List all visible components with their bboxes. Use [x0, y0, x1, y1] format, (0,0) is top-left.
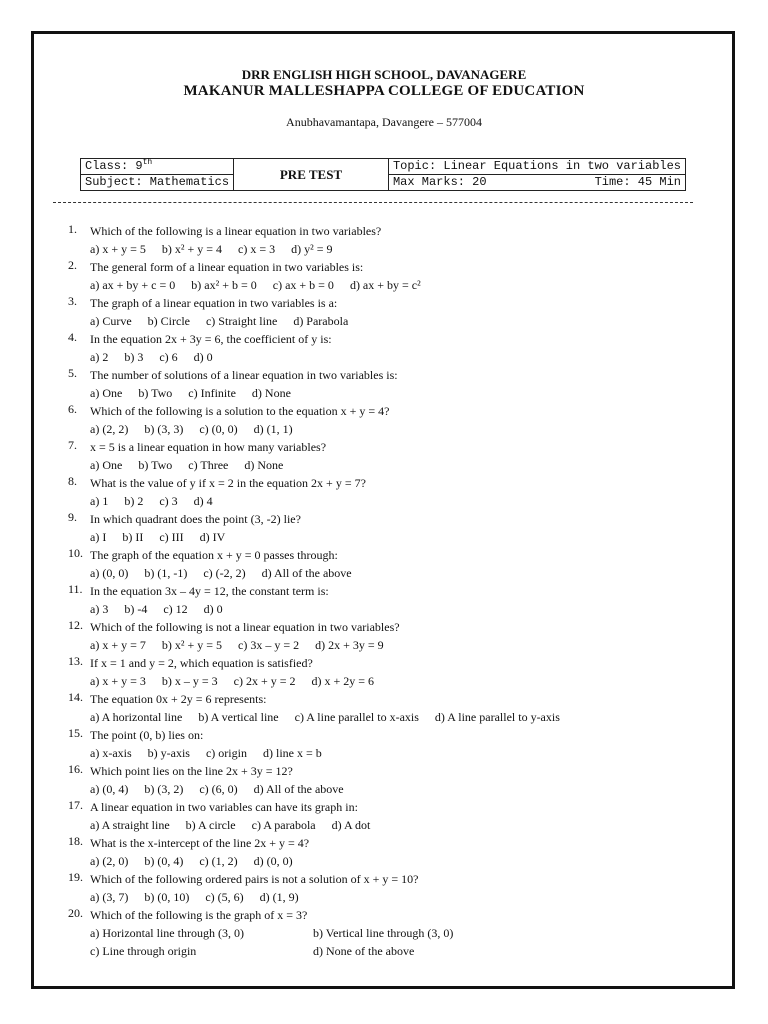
- question-text: Which of the following is not a linear equation in two variables?: [90, 620, 400, 634]
- answer-option: b) Circle: [147, 314, 190, 328]
- question-text: Which of the following is a solution to the equation x + y = 4?: [90, 404, 390, 418]
- question-text: Which of the following is a linear equation in two variables?: [90, 224, 382, 238]
- answer-option: c) (5, 6): [205, 890, 244, 904]
- answer-options: [90, 816, 708, 834]
- answer-option: a) (2, 0): [90, 854, 129, 868]
- answer-option: c) (6, 0): [199, 782, 238, 796]
- answer-option: b) -4: [124, 602, 148, 616]
- question-item: [68, 258, 708, 294]
- answer-options: [90, 456, 708, 474]
- question-number: 5.: [68, 366, 77, 380]
- question-item: [68, 546, 708, 582]
- question-item: [68, 366, 708, 402]
- question-item: [68, 726, 708, 762]
- answer-option: a) x + y = 7: [90, 638, 146, 652]
- question-item: [68, 654, 708, 690]
- answer-option: d) 0: [193, 350, 213, 364]
- answer-option: a) x + y = 3: [90, 674, 146, 688]
- answer-option: a) (3, 7): [90, 890, 129, 904]
- answer-option: d) (0, 0): [253, 854, 293, 868]
- answer-option: c) ax + b = 0: [272, 278, 334, 292]
- answer-option: c) 2x + y = 2: [233, 674, 296, 688]
- answer-option: d) (1, 1): [253, 422, 293, 436]
- answer-option: d) Parabola: [293, 314, 349, 328]
- answer-option: b) y-axis: [147, 746, 190, 760]
- answer-option: c) 3: [159, 494, 178, 508]
- answer-option: d) ax + by = c²: [349, 278, 421, 292]
- question-item: [68, 438, 708, 474]
- question-item: [68, 762, 708, 798]
- question-text: What is the x-intercept of the line 2x + y = 4?: [90, 836, 310, 850]
- answer-option: d) None: [251, 386, 291, 400]
- answer-options: [90, 528, 708, 546]
- question-text: In the equation 3x – 4y = 12, the constant term is:: [90, 584, 329, 598]
- answer-option: b) x² + y = 5: [161, 638, 222, 652]
- question-item: [68, 906, 708, 960]
- subject-cell: Subject: Mathematics: [81, 175, 234, 191]
- question-number: 4.: [68, 330, 77, 344]
- answer-option: a) One: [90, 386, 123, 400]
- answer-option: a) 1: [90, 494, 109, 508]
- class-cell: [81, 159, 234, 175]
- question-text: A linear equation in two variables can have its graph in:: [90, 800, 358, 814]
- question-number: 16.: [68, 762, 83, 776]
- question-item: [68, 510, 708, 546]
- answer-options: [90, 888, 708, 906]
- answer-option: c) 12: [163, 602, 188, 616]
- question-number: 6.: [68, 402, 77, 416]
- answer-option: a) Horizontal line through (3, 0): [90, 926, 244, 940]
- answer-option: b) (3, 2): [144, 782, 184, 796]
- answer-option: c) origin: [205, 746, 247, 760]
- question-number: 1.: [68, 222, 77, 236]
- question-number: 10.: [68, 546, 83, 560]
- question-text: Which of the following ordered pairs is not a solution of x + y = 10?: [90, 872, 419, 886]
- answer-option: d) None: [244, 458, 284, 472]
- class-label: Class: 9: [85, 159, 143, 173]
- question-number: 19.: [68, 870, 83, 884]
- answer-option: a) 2: [90, 350, 109, 364]
- answer-option: d) 4: [193, 494, 213, 508]
- question-text: If x = 1 and y = 2, which equation is satisfied?: [90, 656, 313, 670]
- answer-option: d) None of the above: [313, 944, 415, 958]
- answer-option: b) Two: [138, 386, 173, 400]
- answer-option: a) One: [90, 458, 123, 472]
- question-list: [68, 222, 708, 960]
- answer-option: a) I: [90, 530, 107, 544]
- question-text: In which quadrant does the point (3, -2) lie?: [90, 512, 301, 526]
- answer-option: b) Vertical line through (3, 0): [313, 926, 454, 940]
- answer-option: c) Three: [188, 458, 229, 472]
- answer-options: [90, 852, 708, 870]
- answer-options: [90, 492, 708, 510]
- question-number: 12.: [68, 618, 83, 632]
- answer-option: c) (-2, 2): [203, 566, 246, 580]
- question-number: 18.: [68, 834, 83, 848]
- question-item: [68, 294, 708, 330]
- answer-options: [90, 384, 708, 402]
- answer-option: b) x² + y = 4: [161, 242, 222, 256]
- question-number: 15.: [68, 726, 83, 740]
- max-marks: Max Marks: 20: [392, 175, 487, 189]
- answer-option: b) x – y = 3: [161, 674, 218, 688]
- answer-option: a) (2, 2): [90, 422, 129, 436]
- question-item: [68, 402, 708, 438]
- question-number: 13.: [68, 654, 83, 668]
- answer-options: [90, 240, 708, 258]
- answer-option: d) line x = b: [262, 746, 322, 760]
- answer-option: b) A vertical line: [198, 710, 279, 724]
- answer-option: b) 2: [124, 494, 144, 508]
- answer-option: a) 3: [90, 602, 109, 616]
- answer-option: b) 3: [124, 350, 144, 364]
- question-item: [68, 690, 708, 726]
- question-text: The equation 0x + 2y = 6 represents:: [90, 692, 267, 706]
- question-text: The general form of a linear equation in two variables is:: [90, 260, 364, 274]
- answer-option: d) A line parallel to y-axis: [434, 710, 560, 724]
- answer-options: [90, 312, 708, 330]
- question-text: What is the value of y if x = 2 in the equation 2x + y = 7?: [90, 476, 366, 490]
- answer-option: b) (1, -1): [144, 566, 188, 580]
- question-item: [68, 330, 708, 366]
- answer-option: b) (0, 4): [144, 854, 184, 868]
- question-item: [68, 474, 708, 510]
- answer-option: a) Curve: [90, 314, 132, 328]
- class-superscript: th: [142, 158, 153, 167]
- answer-option: c) 3x – y = 2: [238, 638, 300, 652]
- answer-options: [90, 744, 708, 762]
- answer-option: b) (3, 3): [144, 422, 184, 436]
- answer-options: [90, 600, 708, 618]
- dashed-divider: [53, 202, 693, 203]
- answer-option: c) III: [159, 530, 184, 544]
- answer-option: a) (0, 0): [90, 566, 129, 580]
- answer-options: [90, 780, 708, 798]
- answer-option: d) x + 2y = 6: [311, 674, 375, 688]
- answer-options: [90, 420, 708, 438]
- answer-option: b) II: [122, 530, 144, 544]
- answer-option: c) A parabola: [251, 818, 316, 832]
- time-limit: Time: 45 Min: [594, 175, 681, 189]
- answer-option: c) x = 3: [238, 242, 276, 256]
- question-number: 20.: [68, 906, 83, 920]
- answer-option: b) ax² + b = 0: [191, 278, 257, 292]
- question-item: [68, 222, 708, 258]
- topic-cell: Topic: Linear Equations in two variables: [388, 159, 685, 175]
- answer-option: d) All of the above: [253, 782, 344, 796]
- question-text: Which of the following is the graph of x = 3?: [90, 908, 308, 922]
- answer-option: a) ax + by + c = 0: [90, 278, 176, 292]
- question-text: The number of solutions of a linear equation in two variables is:: [90, 368, 398, 382]
- question-text: The point (0, b) lies on:: [90, 728, 204, 742]
- question-item: [68, 870, 708, 906]
- marks-time-cell: [388, 175, 685, 191]
- question-text: In the equation 2x + 3y = 6, the coefficient of y is:: [90, 332, 332, 346]
- answer-options: [90, 708, 708, 726]
- test-title: PRE TEST: [234, 159, 389, 191]
- question-number: 14.: [68, 690, 83, 704]
- answer-option: c) 6: [159, 350, 178, 364]
- answer-option: d) y² = 9: [291, 242, 333, 256]
- question-text: The graph of the equation x + y = 0 passes through:: [90, 548, 338, 562]
- answer-options: [90, 276, 708, 294]
- question-number: 2.: [68, 258, 77, 272]
- answer-options: [90, 564, 708, 582]
- question-number: 3.: [68, 294, 77, 308]
- question-text: x = 5 is a linear equation in how many variables?: [90, 440, 327, 454]
- school-name: DRR ENGLISH HIGH SCHOOL, DAVANAGERE: [241, 67, 527, 82]
- college-address: Anubhavamantapa, Davangere – 577004: [286, 115, 482, 129]
- question-item: [68, 834, 708, 870]
- answer-option: d) All of the above: [261, 566, 352, 580]
- question-number: 17.: [68, 798, 83, 812]
- answer-option: a) x-axis: [90, 746, 132, 760]
- answer-option: a) (0, 4): [90, 782, 129, 796]
- question-number: 9.: [68, 510, 77, 524]
- answer-option: d) (1, 9): [259, 890, 299, 904]
- answer-option: d) IV: [199, 530, 226, 544]
- question-number: 7.: [68, 438, 77, 452]
- answer-option: c) (0, 0): [199, 422, 238, 436]
- question-number: 8.: [68, 474, 77, 488]
- answer-options: [90, 924, 708, 960]
- answer-option: b) A circle: [185, 818, 236, 832]
- answer-option: d) 2x + 3y = 9: [315, 638, 384, 652]
- answer-options: [90, 672, 708, 690]
- question-text: The graph of a linear equation in two variables is a:: [90, 296, 338, 310]
- answer-option: b) Two: [138, 458, 173, 472]
- answer-option: c) Line through origin: [90, 944, 197, 958]
- test-info-table: [80, 158, 686, 191]
- question-text: Which point lies on the line 2x + 3y = 12?: [90, 764, 293, 778]
- answer-options: [90, 636, 708, 654]
- answer-option: b) (0, 10): [144, 890, 190, 904]
- question-number: 11.: [68, 582, 83, 596]
- answer-option: a) A straight line: [90, 818, 170, 832]
- answer-option: c) A line parallel to x-axis: [294, 710, 419, 724]
- answer-option: d) A dot: [331, 818, 371, 832]
- answer-option: c) (1, 2): [199, 854, 238, 868]
- answer-option: a) A horizontal line: [90, 710, 183, 724]
- question-item: [68, 582, 708, 618]
- answer-option: c) Straight line: [205, 314, 278, 328]
- answer-option: a) x + y = 5: [90, 242, 146, 256]
- question-item: [68, 798, 708, 834]
- answer-option: d) 0: [203, 602, 223, 616]
- question-item: [68, 618, 708, 654]
- answer-options: [90, 348, 708, 366]
- answer-option: c) Infinite: [188, 386, 236, 400]
- college-name: MAKANUR MALLESHAPPA COLLEGE OF EDUCATION: [183, 83, 585, 99]
